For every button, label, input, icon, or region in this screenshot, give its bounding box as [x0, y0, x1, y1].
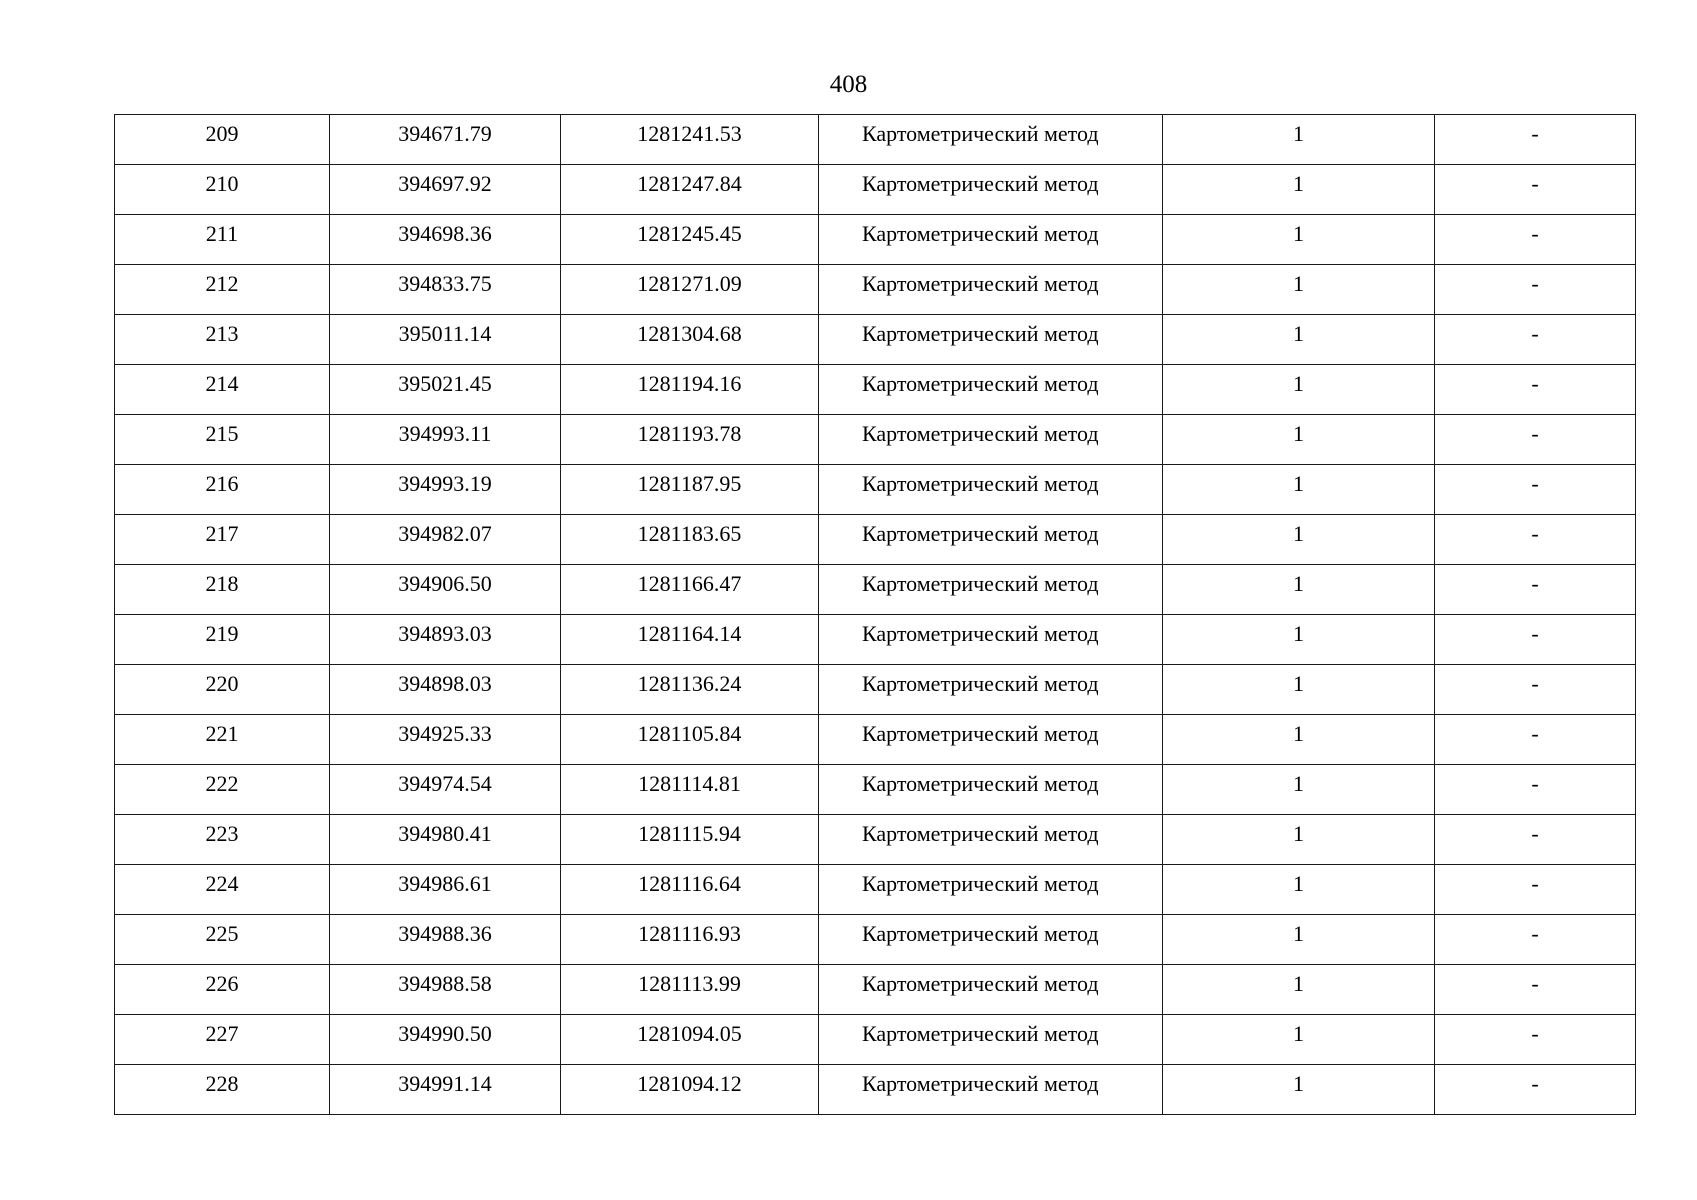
- table-row: [115, 665, 1636, 715]
- accuracy-cell: 1: [1163, 965, 1435, 1015]
- accuracy-cell: 1: [1163, 515, 1435, 565]
- y-coordinate-cell: 1281164.14: [561, 615, 819, 665]
- method-cell: Картометрический метод: [819, 215, 1163, 265]
- description-cell: -: [1435, 615, 1636, 665]
- table-row: [115, 365, 1636, 415]
- description-cell: -: [1435, 115, 1636, 165]
- table-row: [115, 565, 1636, 615]
- x-coordinate-cell: 394988.58: [330, 965, 561, 1015]
- point-number-cell: 222: [115, 765, 330, 815]
- table-row: [115, 1065, 1636, 1115]
- table-row: [115, 815, 1636, 865]
- description-cell: -: [1435, 765, 1636, 815]
- table-row: [115, 215, 1636, 265]
- y-coordinate-cell: 1281115.94: [561, 815, 819, 865]
- description-cell: -: [1435, 365, 1636, 415]
- accuracy-cell: 1: [1163, 1065, 1435, 1115]
- table-row: [115, 615, 1636, 665]
- point-number-cell: 219: [115, 615, 330, 665]
- method-cell: Картометрический метод: [819, 715, 1163, 765]
- x-coordinate-cell: 394925.33: [330, 715, 561, 765]
- table-body: [115, 115, 1636, 1115]
- accuracy-cell: 1: [1163, 415, 1435, 465]
- coordinates-table: [114, 114, 1636, 1115]
- accuracy-cell: 1: [1163, 365, 1435, 415]
- accuracy-cell: 1: [1163, 815, 1435, 865]
- description-cell: -: [1435, 815, 1636, 865]
- x-coordinate-cell: 394991.14: [330, 1065, 561, 1115]
- x-coordinate-cell: 394986.61: [330, 865, 561, 915]
- point-number-cell: 211: [115, 215, 330, 265]
- x-coordinate-cell: 394993.11: [330, 415, 561, 465]
- table-row: [115, 715, 1636, 765]
- table-row: [115, 265, 1636, 315]
- method-cell: Картометрический метод: [819, 665, 1163, 715]
- point-number-cell: 221: [115, 715, 330, 765]
- table-row: [115, 115, 1636, 165]
- table-row: [115, 865, 1636, 915]
- accuracy-cell: 1: [1163, 765, 1435, 815]
- method-cell: Картометрический метод: [819, 865, 1163, 915]
- accuracy-cell: 1: [1163, 265, 1435, 315]
- x-coordinate-cell: 394671.79: [330, 115, 561, 165]
- table-row: [115, 415, 1636, 465]
- method-cell: Картометрический метод: [819, 765, 1163, 815]
- accuracy-cell: 1: [1163, 465, 1435, 515]
- description-cell: -: [1435, 215, 1636, 265]
- table-row: [115, 965, 1636, 1015]
- method-cell: Картометрический метод: [819, 165, 1163, 215]
- accuracy-cell: 1: [1163, 715, 1435, 765]
- x-coordinate-cell: 394974.54: [330, 765, 561, 815]
- x-coordinate-cell: 394990.50: [330, 1015, 561, 1065]
- point-number-cell: 212: [115, 265, 330, 315]
- point-number-cell: 218: [115, 565, 330, 615]
- y-coordinate-cell: 1281304.68: [561, 315, 819, 365]
- point-number-cell: 217: [115, 515, 330, 565]
- y-coordinate-cell: 1281194.16: [561, 365, 819, 415]
- y-coordinate-cell: 1281114.81: [561, 765, 819, 815]
- y-coordinate-cell: 1281241.53: [561, 115, 819, 165]
- point-number-cell: 227: [115, 1015, 330, 1065]
- accuracy-cell: 1: [1163, 115, 1435, 165]
- y-coordinate-cell: 1281136.24: [561, 665, 819, 715]
- description-cell: -: [1435, 1065, 1636, 1115]
- point-number-cell: 210: [115, 165, 330, 215]
- description-cell: -: [1435, 1015, 1636, 1065]
- table-row: [115, 915, 1636, 965]
- method-cell: Картометрический метод: [819, 465, 1163, 515]
- x-coordinate-cell: 395021.45: [330, 365, 561, 415]
- y-coordinate-cell: 1281105.84: [561, 715, 819, 765]
- method-cell: Картометрический метод: [819, 1015, 1163, 1065]
- x-coordinate-cell: 395011.14: [330, 315, 561, 365]
- page-number: 408: [829, 71, 868, 98]
- y-coordinate-cell: 1281271.09: [561, 265, 819, 315]
- x-coordinate-cell: 394993.19: [330, 465, 561, 515]
- x-coordinate-cell: 394697.92: [330, 165, 561, 215]
- table-row: [115, 465, 1636, 515]
- method-cell: Картометрический метод: [819, 115, 1163, 165]
- x-coordinate-cell: 394982.07: [330, 515, 561, 565]
- accuracy-cell: 1: [1163, 1015, 1435, 1065]
- method-cell: Картометрический метод: [819, 265, 1163, 315]
- description-cell: -: [1435, 715, 1636, 765]
- y-coordinate-cell: 1281183.65: [561, 515, 819, 565]
- y-coordinate-cell: 1281193.78: [561, 415, 819, 465]
- y-coordinate-cell: 1281245.45: [561, 215, 819, 265]
- description-cell: -: [1435, 965, 1636, 1015]
- method-cell: Картометрический метод: [819, 515, 1163, 565]
- y-coordinate-cell: 1281116.64: [561, 865, 819, 915]
- method-cell: Картометрический метод: [819, 365, 1163, 415]
- description-cell: -: [1435, 915, 1636, 965]
- table-row: [115, 315, 1636, 365]
- point-number-cell: 213: [115, 315, 330, 365]
- x-coordinate-cell: 394906.50: [330, 565, 561, 615]
- method-cell: Картометрический метод: [819, 965, 1163, 1015]
- accuracy-cell: 1: [1163, 215, 1435, 265]
- y-coordinate-cell: 1281094.12: [561, 1065, 819, 1115]
- accuracy-cell: 1: [1163, 165, 1435, 215]
- point-number-cell: 215: [115, 415, 330, 465]
- description-cell: -: [1435, 565, 1636, 615]
- description-cell: -: [1435, 315, 1636, 365]
- point-number-cell: 228: [115, 1065, 330, 1115]
- table-row: [115, 1015, 1636, 1065]
- accuracy-cell: 1: [1163, 615, 1435, 665]
- description-cell: -: [1435, 165, 1636, 215]
- point-number-cell: 220: [115, 665, 330, 715]
- y-coordinate-cell: 1281187.95: [561, 465, 819, 515]
- y-coordinate-cell: 1281116.93: [561, 915, 819, 965]
- method-cell: Картометрический метод: [819, 565, 1163, 615]
- method-cell: Картометрический метод: [819, 1065, 1163, 1115]
- description-cell: -: [1435, 265, 1636, 315]
- x-coordinate-cell: 394980.41: [330, 815, 561, 865]
- description-cell: -: [1435, 465, 1636, 515]
- point-number-cell: 209: [115, 115, 330, 165]
- point-number-cell: 224: [115, 865, 330, 915]
- point-number-cell: 226: [115, 965, 330, 1015]
- point-number-cell: 216: [115, 465, 330, 515]
- point-number-cell: 225: [115, 915, 330, 965]
- table-row: [115, 515, 1636, 565]
- point-number-cell: 214: [115, 365, 330, 415]
- description-cell: -: [1435, 415, 1636, 465]
- method-cell: Картометрический метод: [819, 615, 1163, 665]
- accuracy-cell: 1: [1163, 565, 1435, 615]
- accuracy-cell: 1: [1163, 915, 1435, 965]
- x-coordinate-cell: 394833.75: [330, 265, 561, 315]
- y-coordinate-cell: 1281247.84: [561, 165, 819, 215]
- method-cell: Картометрический метод: [819, 315, 1163, 365]
- y-coordinate-cell: 1281113.99: [561, 965, 819, 1015]
- x-coordinate-cell: 394893.03: [330, 615, 561, 665]
- x-coordinate-cell: 394898.03: [330, 665, 561, 715]
- y-coordinate-cell: 1281094.05: [561, 1015, 819, 1065]
- method-cell: Картометрический метод: [819, 915, 1163, 965]
- method-cell: Картометрический метод: [819, 815, 1163, 865]
- method-cell: Картометрический метод: [819, 415, 1163, 465]
- table-row: [115, 165, 1636, 215]
- accuracy-cell: 1: [1163, 665, 1435, 715]
- accuracy-cell: 1: [1163, 315, 1435, 365]
- y-coordinate-cell: 1281166.47: [561, 565, 819, 615]
- accuracy-cell: 1: [1163, 865, 1435, 915]
- description-cell: -: [1435, 665, 1636, 715]
- description-cell: -: [1435, 865, 1636, 915]
- point-number-cell: 223: [115, 815, 330, 865]
- x-coordinate-cell: 394988.36: [330, 915, 561, 965]
- description-cell: -: [1435, 515, 1636, 565]
- table-row: [115, 765, 1636, 815]
- x-coordinate-cell: 394698.36: [330, 215, 561, 265]
